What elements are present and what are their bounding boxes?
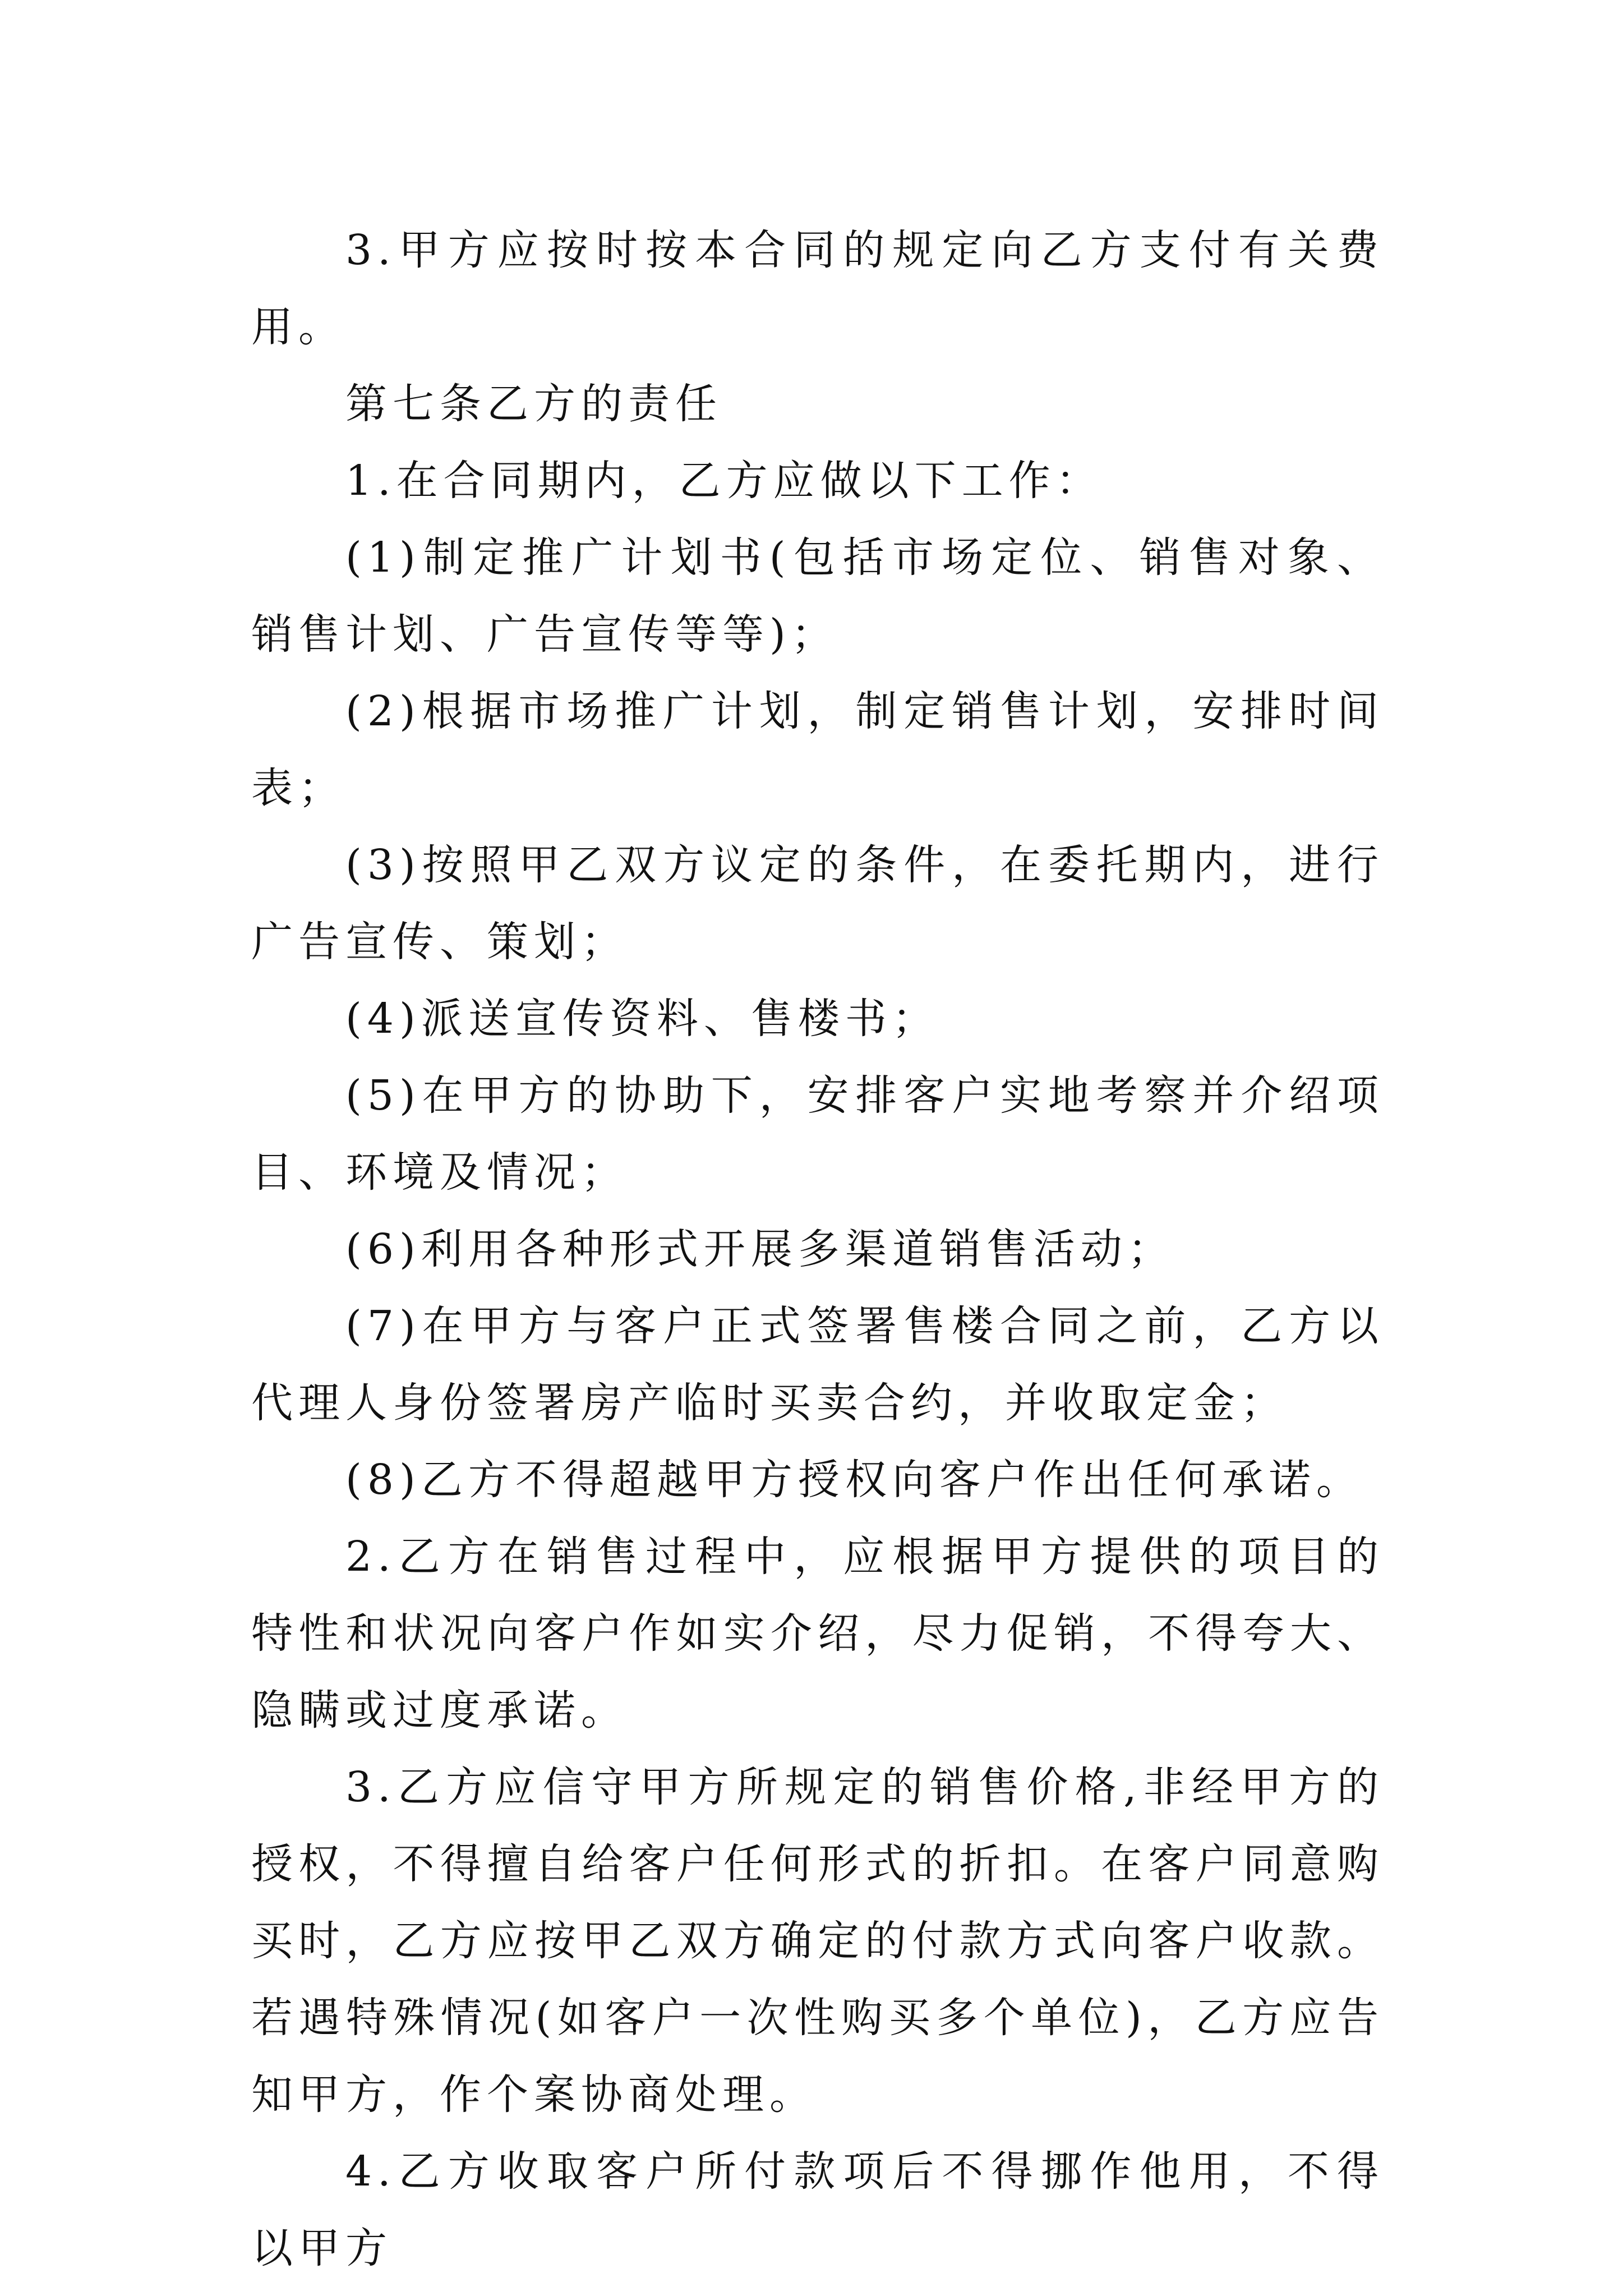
paragraph-payment-obligation: 3.甲方应按时按本合同的规定向乙方支付有关费用。 — [251, 226, 1384, 351]
list-item-1: (1)制定推广计划书(包括市场定位、销售对象、销售计划、广告宣传等等)； — [251, 533, 1384, 659]
list-item-6: (6)利用各种形式开展多渠道销售活动； — [345, 1225, 1175, 1273]
paragraph-clause-2: 2.乙方在销售过程中，应根据甲方提供的项目的特性和状况向客户作如实介绍，尽力促销，不得夸大、隐瞒或过度承诺。 — [251, 1533, 1384, 1734]
list-item-8: (8)乙方不得超越甲方授权向客户作出任何承诺。 — [345, 1456, 1363, 1504]
list-item-3: (3)按照甲乙双方议定的条件，在委托期内，进行广告宣传、策划； — [251, 841, 1384, 966]
section-heading-article-7: 第七条乙方的责任 — [345, 380, 722, 428]
paragraph-clause-1: 1.在合同期内，乙方应做以下工作： — [345, 457, 1103, 505]
paragraph-clause-3: 3.乙方应信守甲方所规定的销售价格,非经甲方的授权，不得擅自给客户任何形式的折扣。在客户同意购买时，乙方应按甲乙双方确定的付款方式向客户收款。若遇特殊情况(如客户一次性购买多个单位)，乙方应告知甲方，作个案协商处理。 — [251, 1763, 1384, 2119]
list-item-2: (2)根据市场推广计划，制定销售计划，安排时间表； — [251, 687, 1384, 812]
list-item-4: (4)派送宣传资料、售楼书； — [345, 995, 939, 1043]
document-body — [251, 212, 1384, 2287]
list-item-7: (7)在甲方与客户正式签署售楼合同之前，乙方以代理人身份签署房产临时买卖合约，并收取定金； — [251, 1302, 1384, 1427]
list-item-5: (5)在甲方的协助下，安排客户实地考察并介绍项目、环境及情况； — [251, 1071, 1384, 1197]
paragraph-clause-4: 4.乙方收取客户所付款项后不得挪作他用，不得以甲方 — [251, 2147, 1384, 2272]
